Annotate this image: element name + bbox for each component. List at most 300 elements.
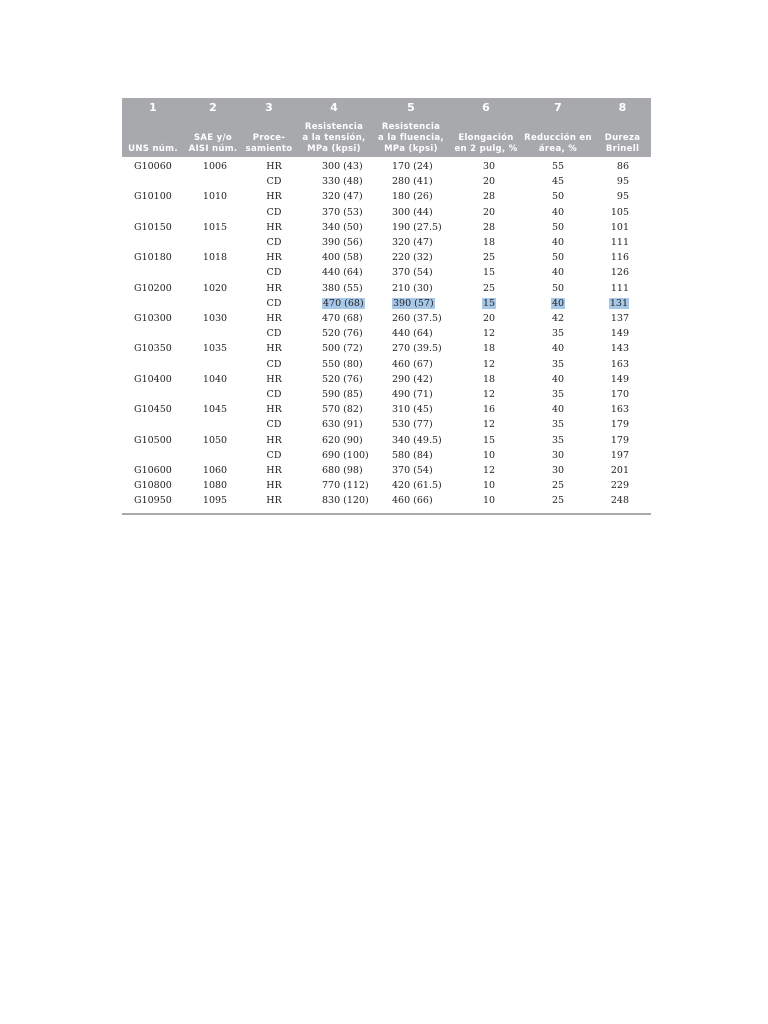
yield-strength-cell-text: 220 (32) [392,252,433,264]
uns-cell-text: G10400 [134,373,172,385]
processing-cell [242,357,296,372]
sae-aisi-cell-text: 1018 [202,252,228,264]
brinell-hardness-cell [594,326,651,341]
yield-strength-cell-text: 370 (54) [392,267,433,279]
elongation-cell [450,220,522,235]
column-number: 6 [450,98,522,114]
sae-aisi-cell [184,281,242,296]
area-reduction-cell-text: 40 [551,373,565,385]
column-number: 4 [296,98,372,114]
tensile-strength-cell-text: 500 (72) [322,343,363,355]
processing-cell [242,281,296,296]
table-body [122,157,651,509]
elongation-cell-text: 16 [482,404,496,416]
sae-aisi-cell [184,250,242,265]
elongation-cell [450,235,522,250]
uns-cell-text: G10600 [134,465,172,477]
yield-strength-cell-text: 190 (27.5) [392,221,442,233]
sae-aisi-cell [184,478,242,493]
column-header-line: MPa (kpsi) [384,144,438,154]
processing-cell-text: CD [266,237,282,249]
yield-strength-cell [372,326,450,341]
sae-aisi-cell [184,448,242,463]
processing-cell [242,448,296,463]
tensile-strength-cell [296,235,372,250]
area-reduction-cell [522,478,594,493]
area-reduction-cell-text: 30 [551,465,565,477]
elongation-cell-text: 25 [482,252,496,264]
tensile-strength-cell [296,311,372,326]
processing-cell [242,220,296,235]
tensile-strength-cell [296,326,372,341]
sae-aisi-cell [184,402,242,417]
processing-cell [242,157,296,174]
table-row [122,478,651,493]
processing-cell-text: HR [266,343,282,355]
sae-aisi-cell [184,220,242,235]
brinell-hardness-cell-text: 170 [610,389,629,401]
uns-cell [122,157,184,174]
table-row [122,463,651,478]
yield-strength-cell [372,281,450,296]
sae-aisi-cell-text: 1040 [202,373,228,385]
brinell-hardness-cell-text: 116 [610,252,629,264]
column-header-line: Reducción en [524,133,592,143]
sae-aisi-cell [184,174,242,189]
column-header-line: a la tensión, [302,133,366,143]
tensile-strength-cell-text: 320 (47) [322,191,363,203]
sae-aisi-cell [184,296,242,311]
tensile-strength-cell-text: 370 (53) [322,206,363,218]
brinell-hardness-cell-text: 149 [610,328,629,340]
uns-cell-text: G10800 [134,480,172,492]
brinell-hardness-cell-text: 201 [610,465,629,477]
column-header-line: SAE y/o [193,133,233,143]
brinell-hardness-cell [594,189,651,204]
column-number: 5 [372,98,450,114]
uns-cell [122,296,184,311]
elongation-cell [450,281,522,296]
elongation-cell [450,478,522,493]
elongation-cell-text: 10 [482,480,496,492]
column-header-line: Proce- [252,133,286,143]
table-row [122,250,651,265]
tensile-strength-cell-text: 470 (68) [322,313,363,325]
yield-strength-cell-text: 370 (54) [392,465,433,477]
table-row [122,448,651,463]
sae-aisi-cell [184,205,242,220]
yield-strength-cell-text: 260 (37.5) [392,313,442,325]
table-row [122,157,651,174]
uns-cell [122,387,184,402]
yield-strength-cell [372,417,450,432]
column-header-line: a la fluencia, [378,133,444,143]
sae-aisi-cell [184,372,242,387]
yield-strength-cell [372,265,450,280]
processing-cell-text: HR [266,495,282,507]
column-header-line: MPa (kpsi) [307,144,361,154]
uns-cell-text: G10300 [134,313,172,325]
uns-cell-text: G10060 [134,161,172,172]
processing-cell-text: HR [266,161,282,172]
processing-cell-text: HR [266,465,282,477]
table-row [122,387,651,402]
yield-strength-cell [372,402,450,417]
yield-strength-cell-text: 310 (45) [392,404,433,416]
processing-cell-text: HR [266,221,282,233]
yield-strength-cell-text: 420 (61.5) [392,480,442,492]
column-header [594,114,651,157]
tensile-strength-cell-text: 300 (43) [322,161,363,172]
elongation-cell-text: 30 [482,161,496,172]
elongation-cell-text: 12 [482,465,496,477]
elongation-cell-text: 18 [482,373,496,385]
table-row [122,281,651,296]
elongation-cell-text: 15 [482,434,496,446]
table-row [122,433,651,448]
processing-cell-text: CD [266,358,282,370]
table-row [122,341,651,356]
tensile-strength-cell [296,296,372,311]
brinell-hardness-cell-text: 137 [610,313,629,325]
area-reduction-cell [522,265,594,280]
brinell-hardness-cell-text: 131 [609,297,628,309]
sae-aisi-cell-text: 1060 [202,465,228,477]
sae-aisi-cell-text: 1020 [202,282,228,294]
yield-strength-cell-text: 580 (84) [392,449,433,461]
area-reduction-cell-text: 40 [551,404,565,416]
processing-cell [242,250,296,265]
uns-cell [122,402,184,417]
brinell-hardness-cell [594,341,651,356]
uns-cell [122,235,184,250]
processing-cell [242,433,296,448]
brinell-hardness-cell [594,311,651,326]
processing-cell-text: HR [266,191,282,203]
tensile-strength-cell-text: 390 (56) [322,237,363,249]
column-header-line: Brinell [605,144,640,154]
brinell-hardness-cell [594,448,651,463]
elongation-cell [450,265,522,280]
processing-cell-text: CD [266,419,282,431]
tensile-strength-cell [296,174,372,189]
column-header-line: en 2 pulg, % [454,144,518,154]
elongation-cell-text: 12 [482,328,496,340]
yield-strength-cell-text: 390 (57) [393,297,434,309]
tensile-strength-cell-text: 470 (68) [323,297,364,309]
processing-cell [242,326,296,341]
brinell-hardness-cell-text: 163 [610,358,629,370]
sae-aisi-cell-text: 1050 [202,434,228,446]
tensile-strength-cell [296,372,372,387]
yield-strength-cell [372,372,450,387]
sae-aisi-cell-text: 1030 [202,313,228,325]
elongation-cell-text: 28 [482,191,496,203]
uns-cell [122,463,184,478]
yield-strength-cell [372,157,450,174]
sae-aisi-cell [184,417,242,432]
brinell-hardness-cell-text: 95 [616,191,629,203]
area-reduction-cell-text: 55 [551,161,565,172]
brinell-hardness-cell [594,387,651,402]
yield-strength-cell [372,357,450,372]
processing-cell-text: CD [266,267,282,279]
elongation-cell-text: 18 [482,343,496,355]
processing-cell [242,189,296,204]
yield-strength-cell [372,463,450,478]
processing-cell [242,265,296,280]
uns-cell-text: G10450 [134,404,172,416]
sae-aisi-cell [184,311,242,326]
sae-aisi-cell-text: 1035 [202,343,228,355]
sae-aisi-cell [184,235,242,250]
processing-cell-text: CD [266,206,282,218]
sae-aisi-cell-text: 1010 [202,191,228,203]
table-row [122,372,651,387]
column-header [122,114,184,157]
processing-cell-text: CD [266,328,282,340]
elongation-cell-text: 18 [482,237,496,249]
brinell-hardness-cell-text: 86 [616,161,629,172]
area-reduction-cell [522,235,594,250]
elongation-cell [450,463,522,478]
column-header-line: Resistencia [381,122,441,132]
elongation-cell-text: 12 [482,419,496,431]
elongation-cell [450,205,522,220]
brinell-hardness-cell [594,157,651,174]
brinell-hardness-cell [594,372,651,387]
area-reduction-cell [522,174,594,189]
area-reduction-cell [522,205,594,220]
yield-strength-cell [372,387,450,402]
area-reduction-cell-text: 40 [551,267,565,279]
uns-cell [122,448,184,463]
yield-strength-cell-text: 170 (24) [392,161,433,172]
brinell-hardness-cell [594,433,651,448]
table-row [122,493,651,508]
yield-strength-cell [372,250,450,265]
elongation-cell-text: 10 [482,449,496,461]
tensile-strength-cell [296,387,372,402]
sae-aisi-cell [184,493,242,508]
yield-strength-cell [372,220,450,235]
uns-cell [122,372,184,387]
elongation-cell [450,311,522,326]
yield-strength-cell-text: 490 (71) [392,389,433,401]
header-label-row [122,114,651,157]
table-row [122,326,651,341]
sae-aisi-cell-text: 1015 [202,221,228,233]
area-reduction-cell-text: 50 [551,221,565,233]
sae-aisi-cell-text: 1045 [202,404,228,416]
yield-strength-cell [372,189,450,204]
tensile-strength-cell-text: 620 (90) [322,434,363,446]
uns-cell [122,311,184,326]
uns-cell-text: G10950 [134,495,172,507]
yield-strength-cell [372,205,450,220]
yield-strength-cell-text: 280 (41) [392,176,433,188]
processing-cell [242,174,296,189]
area-reduction-cell-text: 30 [551,449,565,461]
column-header-line: área, % [538,144,578,154]
table-row [122,357,651,372]
brinell-hardness-cell [594,220,651,235]
area-reduction-cell [522,189,594,204]
elongation-cell [450,296,522,311]
brinell-hardness-cell [594,493,651,508]
uns-cell [122,281,184,296]
elongation-cell-text: 15 [482,267,496,279]
table-row [122,417,651,432]
tensile-strength-cell [296,463,372,478]
elongation-cell [450,157,522,174]
table-row [122,220,651,235]
uns-cell-text: G10150 [134,221,172,233]
elongation-cell-text: 15 [482,297,496,309]
tensile-strength-cell [296,189,372,204]
uns-cell-text: G10200 [134,282,172,294]
yield-strength-cell [372,341,450,356]
column-header [184,114,242,157]
area-reduction-cell-text: 50 [551,282,565,294]
area-reduction-cell [522,448,594,463]
column-header-line: AISI núm. [188,144,238,154]
elongation-cell [450,387,522,402]
tensile-strength-cell [296,205,372,220]
processing-cell [242,478,296,493]
yield-strength-cell-text: 340 (49.5) [392,434,442,446]
sae-aisi-cell [184,463,242,478]
area-reduction-cell [522,357,594,372]
table-row [122,174,651,189]
tensile-strength-cell [296,157,372,174]
elongation-cell [450,357,522,372]
tensile-strength-cell-text: 330 (48) [322,176,363,188]
processing-cell-text: HR [266,404,282,416]
sae-aisi-cell [184,357,242,372]
yield-strength-cell [372,493,450,508]
brinell-hardness-cell [594,205,651,220]
steel-properties-table-container [122,98,651,515]
area-reduction-cell-text: 45 [551,176,565,188]
tensile-strength-cell [296,341,372,356]
column-header-line: Resistencia [304,122,364,132]
elongation-cell-text: 28 [482,221,496,233]
area-reduction-cell-text: 35 [551,358,565,370]
elongation-cell-text: 12 [482,358,496,370]
table-row [122,205,651,220]
brinell-hardness-cell [594,281,651,296]
tensile-strength-cell [296,220,372,235]
tensile-strength-cell-text: 380 (55) [322,282,363,294]
tensile-strength-cell-text: 520 (76) [322,373,363,385]
elongation-cell-text: 20 [482,313,496,325]
uns-cell [122,265,184,280]
processing-cell [242,463,296,478]
column-header [242,114,296,157]
tensile-strength-cell-text: 400 (58) [322,252,363,264]
processing-cell [242,341,296,356]
column-header [372,114,450,157]
table-row [122,311,651,326]
brinell-hardness-cell-text: 126 [610,267,629,279]
sae-aisi-cell [184,265,242,280]
brinell-hardness-cell-text: 111 [610,237,629,249]
area-reduction-cell-text: 35 [551,389,565,401]
column-number: 2 [184,98,242,114]
elongation-cell [450,417,522,432]
brinell-hardness-cell [594,296,651,311]
brinell-hardness-cell-text: 105 [610,206,629,218]
tensile-strength-cell-text: 630 (91) [322,419,363,431]
column-number: 3 [242,98,296,114]
tensile-strength-cell [296,402,372,417]
column-header-line: UNS núm. [128,144,178,154]
brinell-hardness-cell [594,357,651,372]
brinell-hardness-cell [594,265,651,280]
brinell-hardness-cell [594,478,651,493]
uns-cell [122,250,184,265]
processing-cell-text: HR [266,480,282,492]
yield-strength-cell-text: 210 (30) [392,282,433,294]
column-header-line: Elongación [458,133,514,143]
brinell-hardness-cell-text: 179 [610,434,629,446]
brinell-hardness-cell [594,463,651,478]
table-bottom-rule [122,513,651,515]
tensile-strength-cell [296,265,372,280]
elongation-cell [450,372,522,387]
uns-cell-text: G10500 [134,434,172,446]
brinell-hardness-cell-text: 101 [610,221,629,233]
tensile-strength-cell-text: 440 (64) [322,267,363,279]
brinell-hardness-cell-text: 149 [610,373,629,385]
yield-strength-cell [372,296,450,311]
tensile-strength-cell [296,281,372,296]
area-reduction-cell [522,463,594,478]
area-reduction-cell [522,433,594,448]
area-reduction-cell-text: 40 [551,237,565,249]
processing-cell [242,235,296,250]
area-reduction-cell [522,250,594,265]
uns-cell [122,174,184,189]
elongation-cell-text: 12 [482,389,496,401]
tensile-strength-cell [296,417,372,432]
processing-cell-text: HR [266,313,282,325]
brinell-hardness-cell-text: 229 [610,480,629,492]
table-row [122,296,651,311]
area-reduction-cell [522,311,594,326]
area-reduction-cell [522,417,594,432]
tensile-strength-cell-text: 590 (85) [322,389,363,401]
elongation-cell [450,493,522,508]
area-reduction-cell-text: 40 [551,206,565,218]
uns-cell-text: G10350 [134,343,172,355]
tensile-strength-cell-text: 770 (112) [322,480,369,492]
processing-cell-text: CD [266,297,282,309]
column-header [450,114,522,157]
yield-strength-cell [372,433,450,448]
area-reduction-cell-text: 40 [551,297,565,309]
processing-cell-text: CD [266,449,282,461]
tensile-strength-cell-text: 520 (76) [322,328,363,340]
processing-cell [242,372,296,387]
uns-cell [122,417,184,432]
area-reduction-cell-text: 50 [551,252,565,264]
yield-strength-cell-text: 320 (47) [392,237,433,249]
elongation-cell [450,433,522,448]
tensile-strength-cell [296,448,372,463]
uns-cell [122,341,184,356]
